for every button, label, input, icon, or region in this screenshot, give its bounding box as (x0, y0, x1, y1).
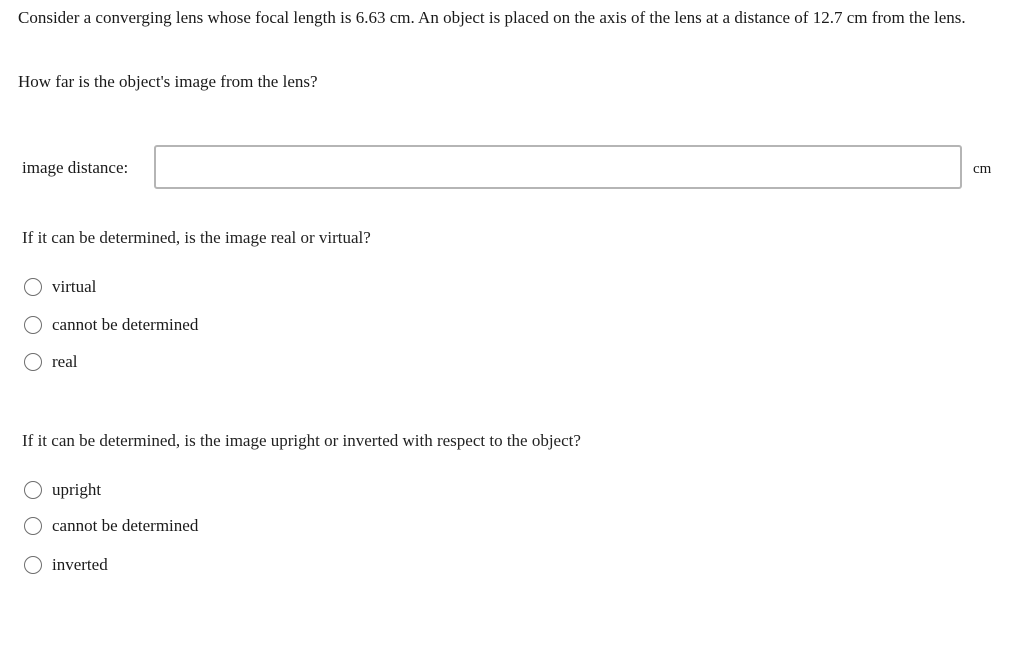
radio-button[interactable] (24, 278, 42, 296)
radio-button[interactable] (24, 481, 42, 499)
radio-button[interactable] (24, 316, 42, 334)
radio-option-real[interactable] (24, 349, 77, 375)
image-distance-input[interactable] (154, 145, 962, 189)
problem-statement: Consider a converging lens whose focal length is 6.63 cm. An object is placed on the axis of the lens at a distance of 12.7 cm from the lens. (18, 8, 966, 27)
option-label: upright (52, 480, 102, 499)
upright-inverted-question: If it can be determined, is the image upright or inverted with respect to the object? (22, 431, 581, 450)
radio-option-upright[interactable] (24, 477, 101, 503)
option-label: inverted (52, 555, 108, 574)
option-label: virtual (52, 277, 97, 296)
unit-label: cm (973, 161, 992, 177)
question-text: How far is the object's image from the lens? (18, 72, 318, 91)
radio-option-cannot-be-determined[interactable] (24, 312, 198, 338)
image-distance-label: image distance: (22, 158, 129, 177)
radio-button[interactable] (24, 353, 42, 371)
radio-option-virtual[interactable] (24, 274, 96, 300)
option-label: cannot be determined (52, 315, 199, 334)
option-label: cannot be determined (52, 516, 199, 535)
radio-button[interactable] (24, 517, 42, 535)
radio-button[interactable] (24, 556, 42, 574)
radio-option-cannot-be-determined[interactable] (24, 513, 198, 539)
option-label: real (52, 352, 78, 371)
radio-option-inverted[interactable] (24, 552, 108, 578)
real-virtual-question: If it can be determined, is the image real or virtual? (22, 228, 371, 247)
